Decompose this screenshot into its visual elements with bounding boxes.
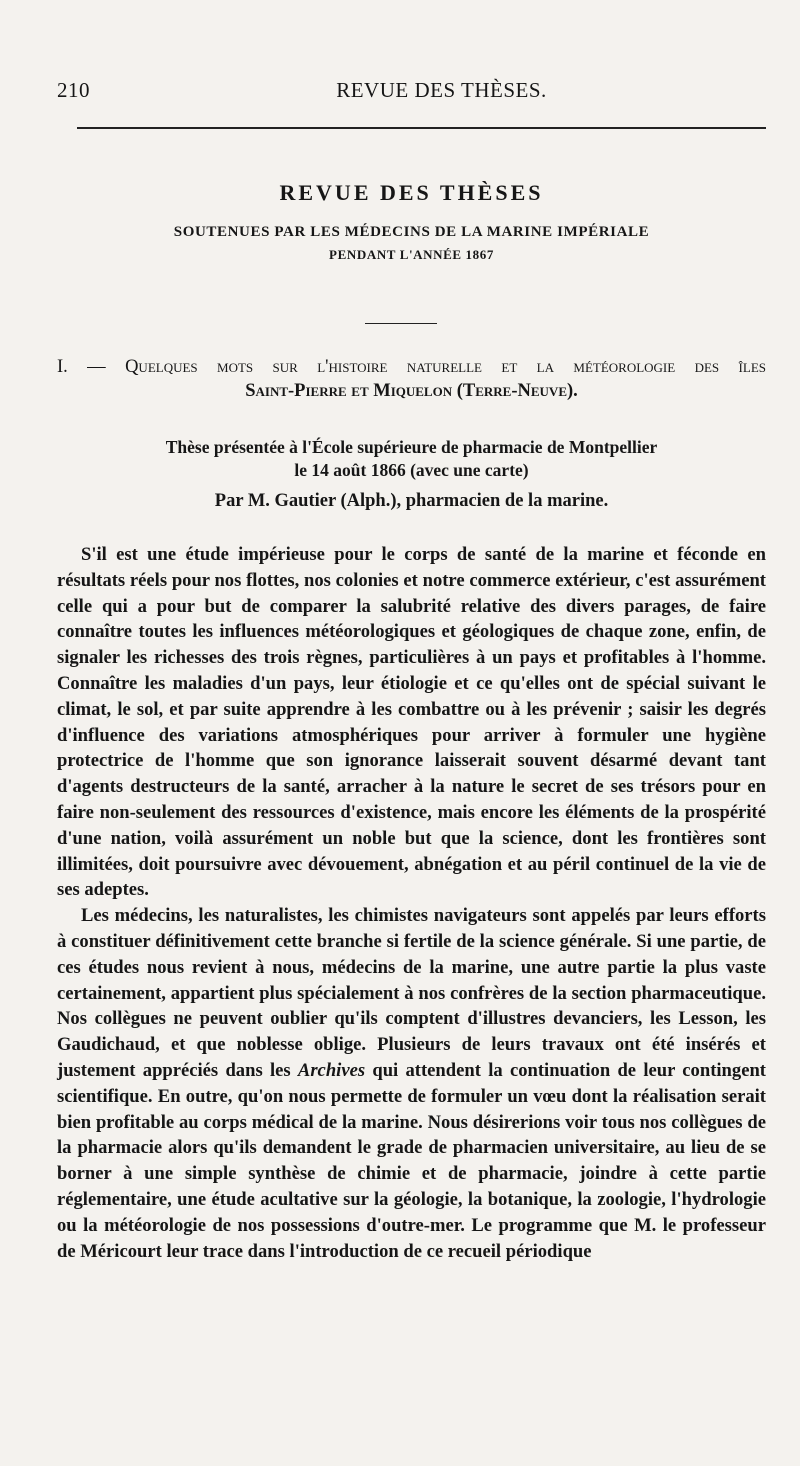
masthead xyxy=(57,180,766,263)
paragraph: S'il est une étude impérieuse pour le corps de santé de la marine et féconde en résultats réels pour nos flottes, nos colonies et notre commerce extérieur, c'est assurément celle qui a pour but de comparer la salubrité relative des divers parages, de faire connaître toutes les influences météorologiques et géologiques de chaque zone, enfin, de signaler les richesses des trois règnes, particulières à un pays et profitables à l'homme. Connaître les maladies d'un pays, leur étiologie et ce qu'elles ont de spécial suivant le climat, le sol, et par suite apprendre à les combattre ou à les prévenir ; saisir les degrés d'influence des variations atmosphériques pour arriver à formuler une hygiène protectrice de l'homme que son ignorance laisserait souvent désarmé devant tant d'agents destructeurs de la santé, arracher à la nature le secret de ses trésors pour en faire non-seulement des ressources d'existence, mais encore les éléments de la prospérité d'une nation, voilà assurément un noble but que la science, dont les frontières sont illimitées, doit poursuivre avec dévouement, abnégation et au péril continuel de la vie de ses adeptes. xyxy=(57,544,766,901)
section-divider xyxy=(365,323,437,324)
running-title: REVUE DES THÈSES. xyxy=(336,78,547,102)
header-rule xyxy=(77,127,766,129)
masthead-year: PENDANT L'ANNÉE 1867 xyxy=(329,247,494,262)
thesis-heading xyxy=(57,357,766,402)
thesis-info xyxy=(57,436,766,513)
thesis-title-line-2: Saint-Pierre et Miquelon (Terre-Neuve). xyxy=(245,381,578,401)
thesis-presented-line-2: le 14 août 1866 (avec une carte) xyxy=(294,460,529,480)
body-text xyxy=(57,542,766,1264)
page-number: 210 xyxy=(57,78,90,102)
thesis-author: Par M. Gautier (Alph.), pharmacien de la marine. xyxy=(214,491,609,511)
thesis-title-line-1: I. — Quelques mots sur l'histoire naturelle et la météorologie des îles xyxy=(57,357,766,377)
masthead-title: REVUE DES THÈSES xyxy=(279,180,544,205)
paragraph-text: Les médecins, les naturalistes, les chimistes navigateurs sont appelés par leurs efforts à constituer définitivement cette branche si fertile de la science générale. Si une partie, de ces études nous revient à nous, médecins de la marine, une autre partie la plus vaste certainement, appartient plus spécialement à nos confrères de la section pharmaceutique. Nos collègues ne peuvent oublier qu'ils comptent d'illustres devanciers, les Lesson, les Gaudichaud, et que noblesse oblige. Plusieurs de leurs travaux ont été insérés et justement appréciés dans les xyxy=(57,905,766,1081)
running-head xyxy=(57,78,766,112)
paragraph-text: qui attendent la continuation de leur contingent scientifique. En outre, qu'on nous permette de formuler un vœu dont la réalisation serait bien profitable au corps médical de la marine. Nous désirerions voir tous nos collègues de la pharmacie alors qu'ils demandent le grade de pharmacien universitaire, au lieu de se borner à une simple synthèse de chimie et de pharmacie, joindre à cette partie réglementaire, une étude acultative sur la géologie, la botanique, la zoologie, l'hydrologie ou la météorologie de nos possessions d'outre-mer. Le programme que M. le professeur de Méricourt leur trace dans l'introduction de ce recueil périodique xyxy=(57,1059,766,1262)
journal-title: Archives xyxy=(297,1059,366,1081)
paragraph xyxy=(57,903,766,1264)
thesis-presented-line-1: Thèse présentée à l'École supérieure de pharmacie de Montpellier xyxy=(165,437,658,457)
masthead-subtitle: SOUTENUES PAR LES MÉDECINS DE LA MARINE IMPÉRIALE xyxy=(173,224,650,240)
